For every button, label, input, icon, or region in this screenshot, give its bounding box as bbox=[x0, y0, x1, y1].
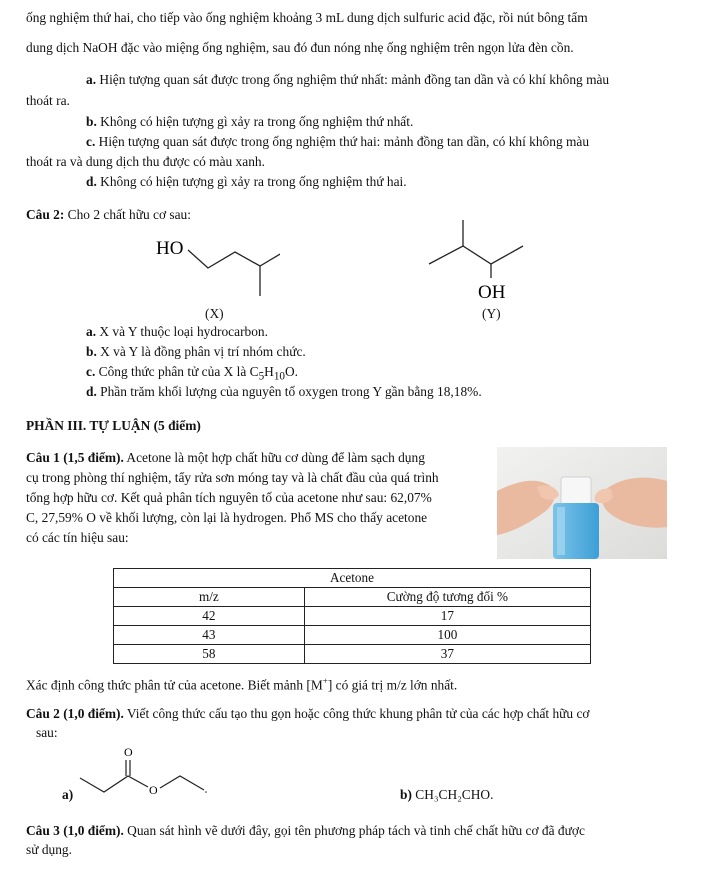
table-cell: 43 bbox=[114, 626, 305, 645]
table-title: Acetone bbox=[114, 569, 591, 588]
text-line: dung dịch NaOH đặc vào miệng ống nghiệm, sau đó đun nóng nhẹ ống nghiệm trên ngọn lửa đèn cồn. bbox=[26, 40, 574, 55]
acetone-photo bbox=[497, 447, 667, 559]
ester-oxygen-label: O bbox=[149, 783, 158, 797]
part3-heading: PHẦN III. TỰ LUẬN (5 điểm) bbox=[26, 418, 201, 433]
hydroxyl-label: OH bbox=[478, 282, 506, 303]
table-cell: 42 bbox=[114, 607, 305, 626]
q3-1-line: Câu 1 (1,5 điểm). Acetone là một hợp chất hữu cơ dùng để làm sạch dụng bbox=[26, 450, 425, 465]
q2-option-b: b. X và Y là đồng phân vị trí nhóm chức. bbox=[86, 344, 306, 359]
structure-x-label: (X) bbox=[205, 306, 224, 321]
carbonyl-oxygen-label: O bbox=[124, 745, 133, 759]
table-cell: 58 bbox=[114, 645, 305, 664]
q1-option-b: b. Không có hiện tượng gì xảy ra trong ống nghiệm thứ nhất. bbox=[86, 114, 414, 129]
q3-2-prompt: Câu 2 (1,0 điểm). Viết công thức cấu tạo thu gọn hoặc công thức khung phân tử của các hợp chất hữu cơ bbox=[26, 706, 590, 721]
structure-y bbox=[425, 220, 535, 305]
q2-option-d: d. Phần trăm khối lượng của nguyên tố oxygen trong Y gần bằng 18,18%. bbox=[86, 384, 482, 399]
column-header-mz: m/z bbox=[114, 588, 305, 607]
table-cell: 17 bbox=[304, 607, 590, 626]
q3-2-b: b) CH₃CH₂CHO. bbox=[400, 787, 494, 802]
q3-1-line: C, 27,59% O về khối lượng, còn lại là hydrogen. Phổ MS cho thấy acetone bbox=[26, 510, 428, 525]
column-header-intensity: Cường độ tương đối % bbox=[304, 588, 590, 607]
q3-2-a-label: a) bbox=[62, 787, 74, 802]
q2-prompt: Câu 2: Cho 2 chất hữu cơ sau: bbox=[26, 207, 191, 222]
table-row bbox=[114, 607, 591, 626]
table-cell: 100 bbox=[304, 626, 590, 645]
q3-3-prompt: Câu 3 (1,0 điểm). Quan sát hình vẽ dưới đây, gọi tên phương pháp tách và tinh chế chất hữu cơ đã được bbox=[26, 823, 585, 838]
q1-option-c-cont: thoát ra và dung dịch thu được có màu xanh. bbox=[26, 154, 265, 169]
table-row bbox=[114, 569, 591, 588]
q1-option-d: d. Không có hiện tượng gì xảy ra trong ống nghiệm thứ hai. bbox=[86, 174, 407, 189]
q3-1-task: Xác định công thức phân tử của acetone. Biết mảnh [M+] có giá trị m/z lớn nhất. bbox=[26, 676, 458, 693]
q3-1-line: cụ trong phòng thí nghiệm, tẩy rửa sơn móng tay và là chất đầu của quá trình bbox=[26, 470, 439, 485]
table-cell: 37 bbox=[304, 645, 590, 664]
q1-option-a-cont: thoát ra. bbox=[26, 93, 70, 108]
text-line: ống nghiệm thứ hai, cho tiếp vào ống nghiệm khoảng 3 mL dung dịch sulfuric acid đặc, rồi nút bông tẩm bbox=[26, 10, 588, 25]
table-row bbox=[114, 626, 591, 645]
hydroxyl-label: HO bbox=[156, 238, 184, 259]
structure-x bbox=[150, 228, 280, 303]
q3-1-line: có các tín hiệu sau: bbox=[26, 530, 129, 545]
q1-option-a: a. Hiện tượng quan sát được trong ống nghiệm thứ nhất: mảnh đồng tan dần và có khí không màu bbox=[86, 72, 610, 87]
table-row bbox=[114, 645, 591, 664]
q1-option-c: c. Hiện tượng quan sát được trong ống nghiệm thứ hai: mảnh đồng tan dần, có khí không màu bbox=[86, 134, 590, 149]
q3-1-line: tổng hợp hữu cơ. Kết quả phân tích nguyên tố của acetone như sau: 62,07% bbox=[26, 490, 432, 505]
table-row bbox=[114, 588, 591, 607]
q3-3-prompt-cont: sử dụng. bbox=[26, 842, 72, 857]
ms-table bbox=[113, 568, 591, 664]
structure-y-label: (Y) bbox=[482, 306, 501, 321]
q2-option-c: c. Công thức phân tử của X là $C_5H_{10}O$. bbox=[86, 364, 299, 383]
q3-2-prompt-cont: sau: bbox=[36, 725, 58, 740]
ester-skeletal-structure bbox=[78, 742, 218, 806]
q2-option-a: a. X và Y thuộc loại hydrocarbon. bbox=[86, 324, 268, 339]
